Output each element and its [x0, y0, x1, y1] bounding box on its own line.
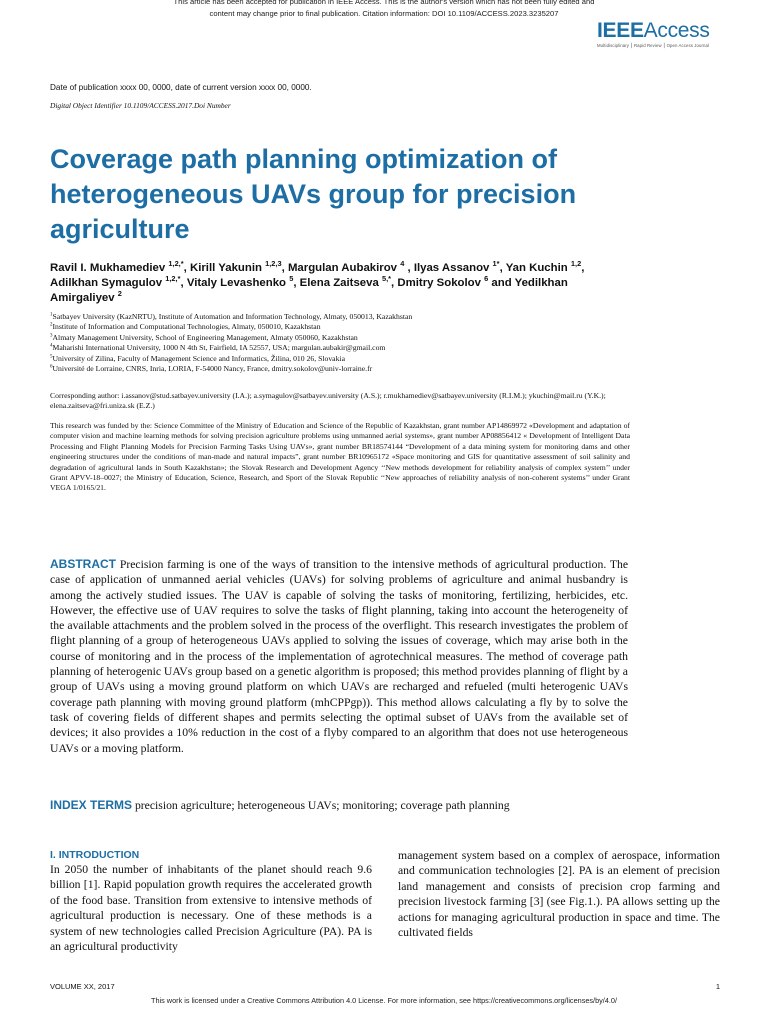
funding-statement: This research was funded by the: Science Committee of the Ministry of Education and Science of the Republic of Kazakhstan, grant number AP14869972 «Development and adaptation of computer vision and machine learning methods for solving precision agriculture problems using unmanned aerial systems», grant number AP08856412 « Development of Intelligent Data Processing and Flight Planning Models for Precision Farming Tasks Using UAVs», grant number BR18574144 “Development of a data mining system for monitoring dams and other engineering structures under the conditions of man-made and natural impacts”, grant number BR10965172 «Space monitoring and GIS for quantitative assessment of soil salinity and degradation of agricultural lands in South Kazakhstan»; the Slovak Research and Development Agency ‘‘New methods development for reliability analysis of complex system’’ under Grant APVV-18–0027; the Ministry of Education, Science, Research, and Sport of the Slovak Republic ‘‘New approaches of reliability analysis of non-coherent systems’’ under Grant VEGA 1/0165/21. [50, 421, 630, 493]
intro-column-left [50, 848, 372, 954]
affiliation: $^4$Maharishi International University, 1000 N 4th St, Fairfield, IA 52557, USA; margulan.aubakir@gmail.com [50, 343, 386, 353]
affiliation: $^1$Satbayev University (KazNRTU), Institute of Automation and Information Technology, Almaty, 050013, Kazakhstan [50, 312, 413, 321]
notice-line-2: content may change prior to final publication. Citation information: DOI 10.1109/ACCESS.2023.3235207 [209, 9, 559, 18]
author: Kirill Yakunin $^{1,2,3}$ [189, 259, 282, 274]
logo-ieee-text: IEEE [597, 19, 644, 42]
volume-label: VOLUME XX, 2017 [50, 982, 115, 991]
logo-access-text: Access [643, 19, 710, 42]
abstract-text: Precision farming is one of the ways of transition to the intensive methods of agricultural production. The case of application of unmanned aerial vehicles (UAVs) for solving problems of agriculture and animal husbandry is among the actively studied issues. The UAV is capable of solving the tasks of monitoring, fertilizing, herbicides, etc. However, the effective use of UAV requires to solve the tasks of flight planning, taking into account the heterogeneity of the available attachments and the problem solved in the process of the overflight. This research investigates the problem of flight planning of a group of heterogeneous UAVs applied to solving the issues of coverage, which may arise both in the course of monitoring and in the process of the implementation of agrotechnical measures. The method of coverage path planning of heterogenic UAVs group based on a genetic algorithm is proposed; this method provides planning of flight by a group of UAVs using a moving ground platform on which UAVs are recharged and refueled (multi heterogenic UAVs coverage path planning with moving ground platform (mhCPPgp)). This method allows calculating a fly by to solve the task of covering fields of different shapes and permits selecting the optimal subset of UAVs from the available set of devices; it also provides a 10% reduction in the cost of a flyby compared to an algorithm that does not use heterogeneous UAVs or a moving platform. [50, 558, 629, 755]
paper-title: Coverage path planning optimization of heterogeneous UAVs group for precision agriculture [50, 144, 577, 244]
affiliation: $^5$University of Zilina, Faculty of Management Science and Informatics, Žilina, 010 26, Slovakia [50, 353, 345, 363]
index-terms-text: precision agriculture; heterogeneous UAVs; monitoring; coverage path planning [134, 799, 510, 812]
section-heading: I. INTRODUCTION [50, 849, 140, 861]
author: Ilyas Assanov $^{1*}$ [413, 259, 500, 274]
author: Ravil I. Mukhamediev $^{1,2,*}$ [50, 259, 184, 274]
page-number: 1 [715, 982, 720, 991]
ieee-access-logo [597, 20, 710, 49]
intro-text-left: In 2050 the number of inhabitants of the planet should reach 9.6 billion [1]. Rapid population growth requires the accelerated growth of the food base. Transition from extensive to intensive methods of agricultural production is necessary. One of these methods is a system of new technologies called Precision Agriculture (PA). PA is an agricultural productivity [50, 863, 372, 954]
index-terms [50, 798, 628, 813]
abstract-heading: ABSTRACT [50, 557, 116, 571]
author: Yedilkhan Amirgaliyev $^2$ [50, 277, 568, 304]
corresponding-author: Corresponding author: i.assanov@stud.satbayev.university (I.A.); a.symagulov@satbayev.university (A.S.); r.mukhamediev@satbayev.university (R.I.M.); ykuchin@mail.ru (Y.K.); elena.zaitseva@fri.uniza.sk (E.Z.) [50, 391, 606, 411]
author: Margulan Aubakirov $^4$ [287, 259, 405, 274]
affiliation: $^3$Almaty Management University, School of Engineering Management, Almaty 050060, Kazakhstan [50, 332, 358, 342]
intro-column-right [398, 848, 720, 940]
index-terms-heading: INDEX TERMS [50, 798, 133, 812]
affiliation: $^2$Institute of Information and Computational Technologies, Almaty, 050010, Kazakhstan [50, 322, 321, 332]
logo-tagline: Multidisciplinary ⎮ Rapid Review ⎮ Open Access Journal [597, 43, 710, 48]
notice-line-1: This article has been accepted for publication in IEEE Access. This is the author's version which has not been fully edited and [173, 0, 595, 6]
abstract [50, 557, 628, 756]
author: Yan Kuchin $^{1,2}$ [505, 259, 582, 274]
publication-date: Date of publication xxxx 00, 0000, date of current version xxxx 00, 0000. [50, 83, 312, 92]
page-footer [50, 982, 720, 991]
affiliations [50, 312, 610, 374]
acceptance-notice [0, 0, 768, 20]
author: Dmitry Sokolov $^6$ [397, 274, 489, 289]
affiliation: $^6$Université de Lorraine, CNRS, Inria, LORIA, F-54000 Nancy, France, dmitry.sokolov@univ-lorraine.fr [50, 364, 373, 374]
author: Elena Zaitseva $^{5,*}$ [299, 274, 392, 289]
author: Adilkhan Symagulov $^{1,2,*}$ [50, 274, 181, 289]
doi-line: Digital Object Identifier 10.1109/ACCESS.2017.Doi Number [50, 101, 231, 110]
license-notice: This work is licensed under a Creative Commons Attribution 4.0 License. For more information, see https://creativecommons.org/licenses/by/4.0/ [151, 996, 617, 1005]
author: Vitaly Levashenko $^5$ [186, 274, 294, 289]
author-list: Ravil I. Mukhamediev $^{1,2,*}$, Kirill Yakunin $^{1,2,3}$, Margulan Aubakirov $^4$ , Ilyas Assanov $^{1*}$, Yan Kuchin $^{1,2}$, Adilkhan Symagulov $^{1,2,*}$, Vitaly Levashenko $^5$, Elena Zaitseva $^{5,*}$, Dmitry Sokolov $^6$ and Yedilkhan Amirgaliyev $^2$ [50, 259, 585, 304]
intro-text-right: management system based on a complex of aerospace, information and communication technologies [2]. PA is an element of precision land management and consists of precision crop farming and precision livestock farming [3] (see Fig.1.). PA allows setting up the actions for managing agricultural production in space and time. The cultivated fields [398, 849, 720, 940]
